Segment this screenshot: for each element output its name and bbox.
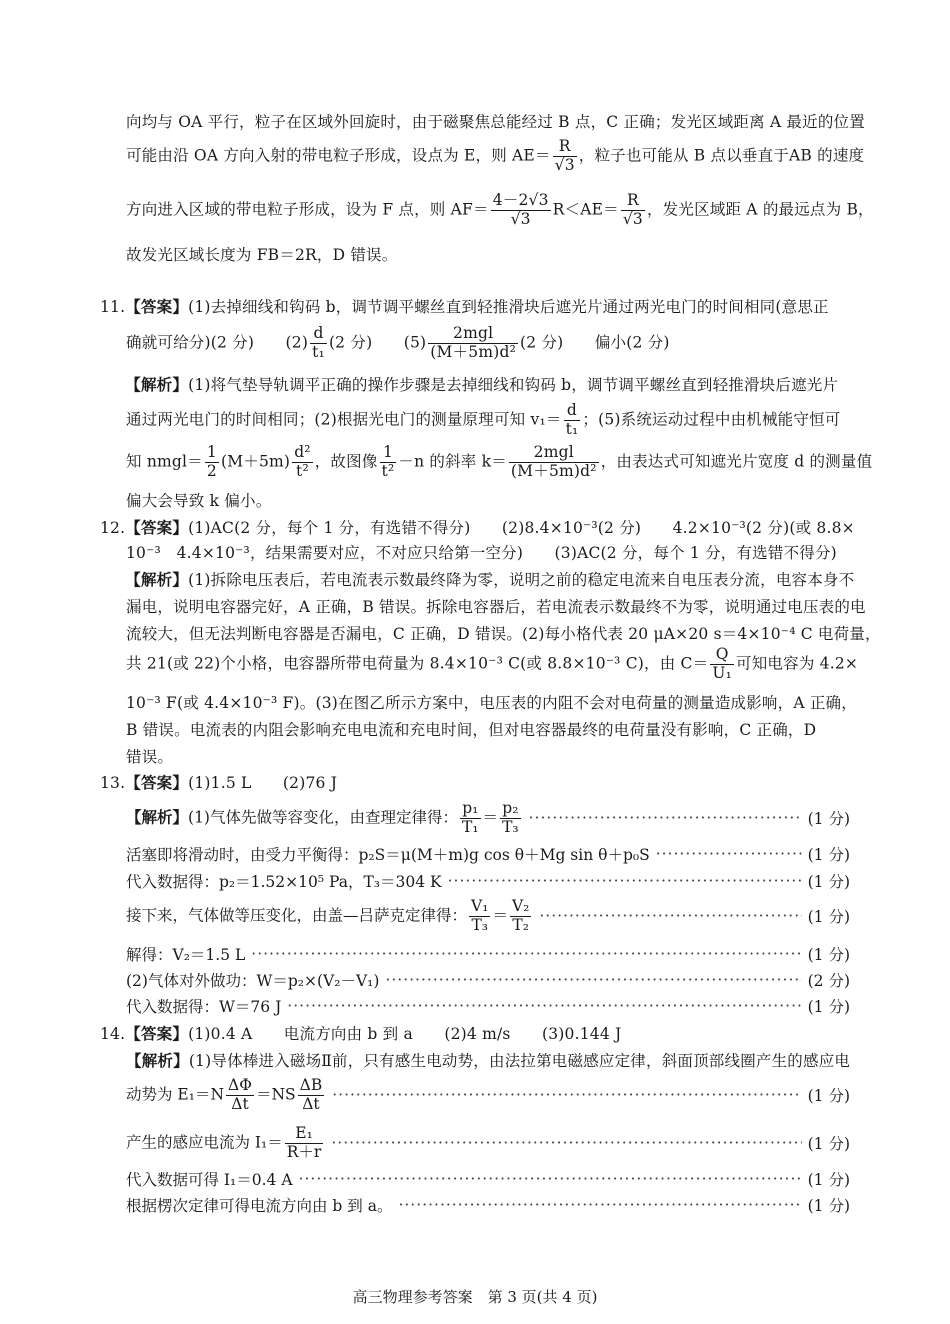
q11-answer-line-2: 确就可给分)(2 分) (2) $\frac{d}{\text{t₁}}$ (2 分) (5) $\frac{\text{2mgl}}{\text{(M＋5m)d²}}$ (2 分) 偏小(2 分) [126, 324, 670, 361]
fraction: $\frac{Q}{\text{U₁}}$ [712, 645, 733, 682]
score: (1 分) [807, 1171, 850, 1189]
q12-analysis-line-1: 【解析】(1)拆除电压表后，若电流表示数最终降为零，说明之前的稳定电流来自电压表分流，电容本身不 [125, 571, 855, 589]
score: (1 分) [807, 998, 850, 1016]
leader-dots [448, 872, 802, 890]
q10-line-1: 向均与 OA 平行，粒子在区域外回旋时，由于磁聚焦总能经过 B 点，C 正确；发光区域距离 A 最近的位置 [126, 113, 865, 131]
q12-analysis-line-6: B 错误。电流表的内阻会影响充电电流和充电时间，但对电容器最终的电荷量没有影响，C 正确，D [126, 721, 817, 739]
answer-tag: 【答案】 [125, 774, 189, 792]
fraction: $\frac{\text{V₁}}{\text{T₃}}$ [471, 897, 489, 934]
fraction: $\frac{1}{\text{t²}}$ [381, 443, 395, 480]
q11-analysis-line-2: 通过两光电门的时间相同；(2)根据光电门的测量原理可知 v₁＝ $\frac{d}{\text{t₁}}$ ；(5)系统运动过程中由机械能守恒可 [126, 401, 841, 438]
fraction: $\frac{\text{V₂}}{\text{T₂}}$ [511, 897, 530, 934]
q11-analysis-line-4: 偏大会导致 k 偏小。 [126, 492, 272, 510]
score: (1 分) [807, 846, 850, 864]
score: (1 分) [807, 1135, 850, 1154]
fraction: $\frac{\text{2mgl}}{\text{(M＋5m)d²}}$ [430, 324, 517, 361]
leader-dots [299, 1170, 802, 1188]
leader-dots [287, 997, 801, 1015]
q14-row-4: 根据楞次定律可得电流方向由 b 到 a。 ····· (1 分) [126, 1194, 850, 1216]
leader-dots [331, 1134, 801, 1152]
leader-dots [251, 945, 801, 963]
q14-answer-line: 14.【答案】(1)0.4 A 电流方向由 b 到 a (2)4 m/s (3)0.144 J [100, 1025, 622, 1043]
q11-answer-line-1: 11.【答案】(1)去掉细线和钩码 b，调节调平螺丝直到轻推滑块后遮光片通过两光电门的时间相同(意思正 [100, 298, 829, 316]
fraction: $\frac{\text{p₂}}{\text{T₃}}$ [502, 799, 519, 836]
fraction: $\frac{\Delta B}{\Delta t}$ [299, 1076, 323, 1113]
score: (1 分) [807, 1197, 850, 1215]
score: (1 分) [807, 1087, 850, 1106]
fraction: $\frac{1}{2}$ [206, 443, 217, 480]
leader-dots [656, 845, 802, 863]
q14-analysis-line-1: 【解析】(1)导体棒进入磁场Ⅱ前，只有感生电动势，由法拉第电磁感应定律，斜面顶部线圈产生的感应电 [126, 1052, 851, 1070]
fraction: $\frac{\text{2mgl}}{\text{(M＋5m)d²}}$ [510, 443, 597, 480]
q11-analysis-line-3: 知 nmgl＝ $\frac{1}{2}$ (M＋5m) $\frac{\text{d²}}{\text{t²}}$ ，故图像 $\frac{1}{\text{t²}}$ －n 的斜率 k＝ $\frac{\text{2mgl}}{\text{(M＋5m)d²}}$ ，由表达式可知遮光片宽度 d 的测量值 [126, 443, 873, 480]
q13-row-5: 解得：V₂＝1.5 L ····· (1 分) [126, 943, 850, 965]
leader-dots [539, 907, 801, 925]
score: (1 分) [807, 873, 850, 891]
analysis-tag: 【解析】 [125, 571, 189, 589]
answer-tag: 【答案】 [125, 519, 189, 537]
q14-row-2: 产生的感应电流为 I₁＝ $\frac{\text{E₁}}{R+r}$ ····· (1 分) [126, 1125, 850, 1162]
leader-dots [332, 1086, 801, 1104]
answer-tag: 【答案】 [125, 298, 189, 316]
q11-analysis-line-1: 【解析】(1)将气垫导轨调平正确的操作步骤是去掉细线和钩码 b，调节调平螺丝直到轻推滑块后遮光片 [125, 376, 839, 394]
q14-row-3: 代入数据可得 I₁＝0.4 A ····· (1 分) [126, 1168, 850, 1190]
answer-tag: 【答案】 [125, 1025, 189, 1043]
analysis-tag: 【解析】 [126, 808, 189, 827]
q13-row-6: (2)气体对外做功：W＝p₂×(V₂－V₁) ····· (2 分) [126, 969, 850, 991]
fraction: $\frac{4-2√3}{√3}$ [492, 191, 549, 228]
score: (2 分) [807, 972, 850, 990]
analysis-tag: 【解析】 [126, 1052, 189, 1070]
leader-dots [398, 1196, 801, 1214]
leader-dots [529, 809, 802, 827]
score: (1 分) [807, 810, 850, 829]
q12-analysis-line-5: 10⁻³ F(或 4.4×10⁻³ F)。(3)在图乙所示方案中，电压表的内阻不会对电荷量的测量造成影响，A 正确， [126, 694, 857, 712]
q13-row-1: 【解析】(1)气体先做等容变化，由查理定律得： $\frac{\text{p₁}}{\text{T₁}}$ ＝ $\frac{\text{p₂}}{\text{T₃}}$ ····· (1 分) [126, 800, 850, 837]
q10-line-2: 可能由沿 OA 方向入射的带电粒子形成，设点为 E，则 AE＝ $\frac{R}{√3}$ ，粒子也可能从 B 点以垂直于AB 的速度 [126, 137, 865, 174]
q12-answer-line-1: 12.【答案】(1)AC(2 分，每个 1 分，有选错不得分) (2)8.4×10⁻³(2 分) 4.2×10⁻³(2 分)(或 8.8× [100, 519, 855, 537]
q10-line-3: 方向进入区域的带电粒子形成，设为 F 点，则 AF＝ $\frac{4-2√3}{√3}$ R＜AE＝ $\frac{R}{√3}$ ，发光区域距 A 的最远点为 B， [126, 191, 874, 228]
fraction: $\frac{\text{E₁}}{R+r}$ [286, 1124, 322, 1161]
q12-analysis-line-2: 漏电，说明电容器完好，A 正确，B 错误。拆除电容器后，若电流表示数最终不为零，说明通过电压表的电 [126, 598, 866, 616]
q13-row-3: 代入数据得：p₂＝1.52×10⁵ Pa，T₃＝304 K ····· (1 分) [126, 870, 850, 892]
q13-row-2: 活塞即将滑动时，由受力平衡得：p₂S＝μ(M＋m)g cos θ＋Mg sin θ＋p₀S ····· (1 分) [126, 843, 850, 865]
q12-analysis-line-3: 流较大，但无法判断电容器是否漏电，C 正确，D 错误。(2)每小格代表 20 μA×20 s＝4×10⁻⁴ C 电荷量， [126, 625, 881, 643]
q12-analysis-line-4: 共 21(或 22)个小格，电容器所带电荷量为 8.4×10⁻³ C(或 8.8×10⁻³ C)，由 C＝ $\frac{Q}{\text{U₁}}$ 可知电容为 4.2× [126, 645, 859, 682]
q12-answer-line-2: 10⁻³ 4.4×10⁻³，结果需要对应，不对应只给第一空分) (3)AC(2 分，每个 1 分，有选错不得分) [126, 544, 837, 562]
fraction: $\frac{d}{\text{t₁}}$ [565, 401, 579, 438]
fraction: $\frac{d}{\text{t₁}}$ [312, 324, 325, 361]
fraction: $\frac{\Delta\Phi}{\Delta t}$ [228, 1076, 252, 1113]
fraction: $\frac{R}{√3}$ [554, 137, 575, 174]
leader-dots [385, 971, 801, 989]
q12-analysis-line-7: 错误。 [126, 748, 174, 766]
fraction: $\frac{\text{d²}}{\text{t²}}$ [294, 443, 311, 480]
fraction: $\frac{R}{√3}$ [622, 191, 643, 228]
score: (1 分) [807, 908, 850, 927]
q10-line-4: 故发光区域长度为 FB＝2R，D 错误。 [126, 246, 398, 264]
page-footer: 高三物理参考答案 第 3 页(共 4 页) [352, 1288, 598, 1306]
analysis-tag: 【解析】 [125, 376, 189, 394]
q14-row-1: 动势为 E₁＝N $\frac{\Delta\Phi}{\Delta t}$ ＝NS $\frac{\Delta B}{\Delta t}$ ····· (1 分) [126, 1077, 850, 1114]
q13-row-7: 代入数据得：W＝76 J ····· (1 分) [126, 995, 850, 1017]
score: (1 分) [807, 946, 850, 964]
q13-answer-line: 13.【答案】(1)1.5 L (2)76 J [100, 774, 338, 792]
q13-row-4: 接下来，气体做等压变化，由盖—吕萨克定律得： $\frac{\text{V₁}}{\text{T₃}}$ ＝ $\frac{\text{V₂}}{\text{T₂}}$ ····· (1 分) [126, 898, 850, 935]
fraction: $\frac{\text{p₁}}{\text{T₁}}$ [461, 799, 479, 836]
